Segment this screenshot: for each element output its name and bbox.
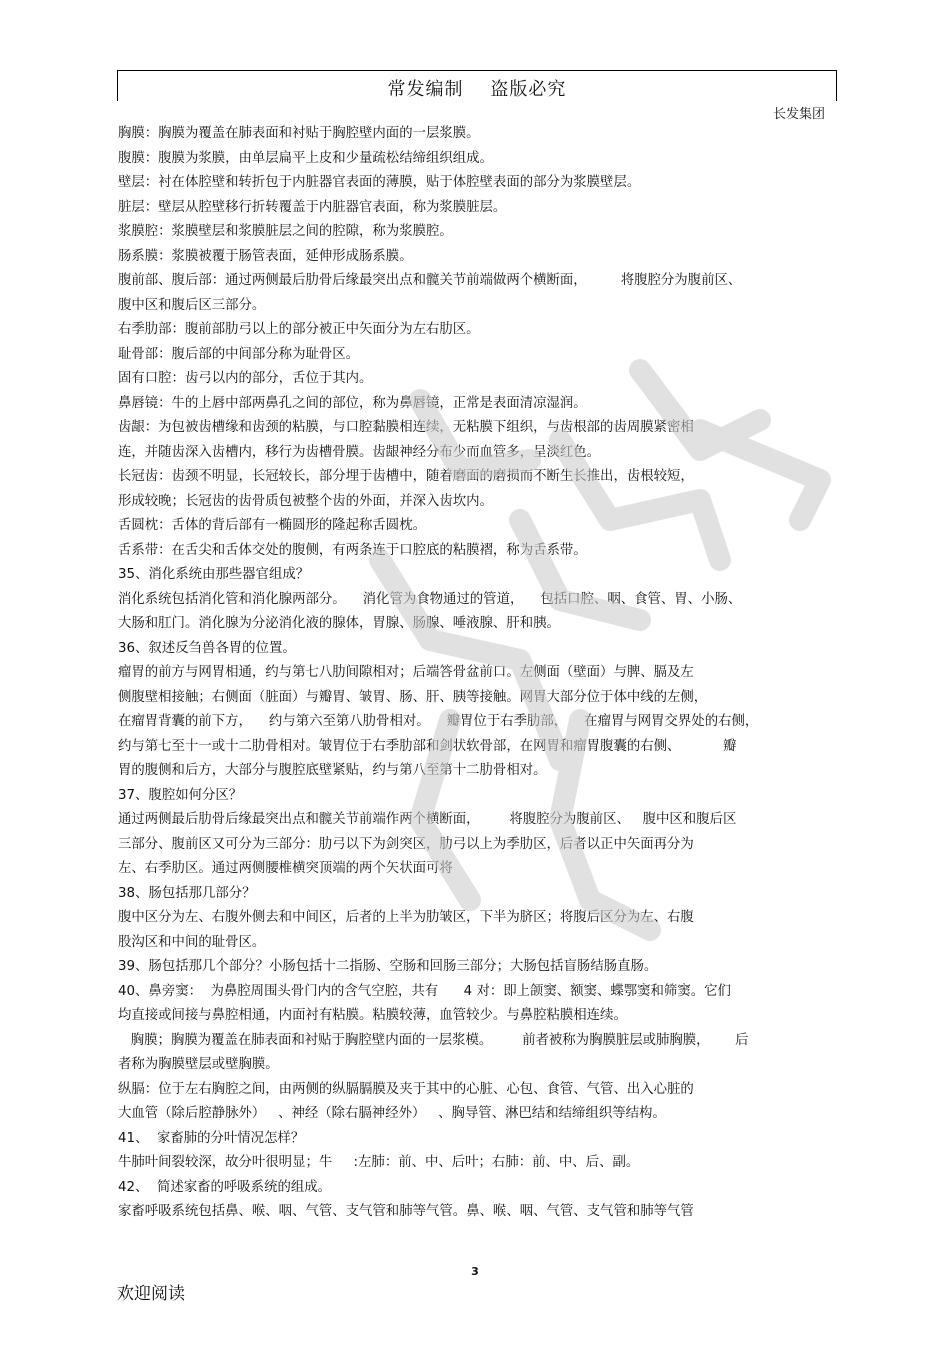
text-line: 侧腹壁相接触；右侧面（脏面）与瓣胃、皱胃、肠、肝、胰等接触。网胃大部分位于体中线的左侧， [118, 689, 708, 705]
text-line: 牛肺叶间裂较深，故分叶很明显；牛 :左肺：前、中、后叶；右肺：前、中、后、副。 [118, 1155, 640, 1170]
question-heading: 42、 简述家畜的呼吸系统的组成。 [118, 1179, 332, 1195]
text-line: 长冠齿：齿颈不明显，长冠较长，部分埋于齿槽中，随着磨面的磨损而不断生长推出，齿根较短， [118, 469, 694, 484]
text-line: 齿龈：为包被齿槽缘和齿颈的粘膜，与口腔黏膜相连续，无粘膜下组织，与齿根部的齿周膜紧密相 [118, 420, 694, 435]
document-body [118, 122, 840, 1225]
text-line: 腹膜：腹膜为浆膜，由单层扁平上皮和少量疏松结缔组织组成。 [118, 150, 493, 166]
question-heading: 39、肠包括那几个部分？小肠包括十二指肠、空肠和回肠三部分；大肠包括盲肠结肠直肠。 [118, 959, 658, 974]
text-line: 浆膜腔：浆膜壁层和浆膜脏层之间的腔隙，称为浆膜腔。 [118, 224, 453, 239]
page-header-frame [117, 70, 837, 101]
text-line: 鼻唇镜：牛的上唇中部两鼻孔之间的部位，称为鼻唇镜，正常是表面清凉湿润。 [118, 395, 587, 411]
text-line: 腹中区分为左、右腹外侧去和中间区，后者的上半为肋皱区，下半为脐区；将腹后区分为左、右腹 [118, 910, 694, 925]
text-line: 舌圆枕：舌体的背后部有一椭圆形的隆起称舌圆枕。 [118, 518, 426, 533]
question-heading: 37、腹腔如何分区？ [118, 787, 243, 803]
text-line: 连，并随齿深入齿槽内，移行为齿槽骨膜。齿龈神经分布少而血管多，呈淡红色。 [118, 444, 601, 460]
text-line: 左、右季肋区。通过两侧腰椎横突顶端的两个矢状面可将 [118, 861, 453, 876]
text-line: 腹中区和腹后区三部分。 [118, 297, 266, 313]
question-heading: 38、肠包括那几部分？ [118, 885, 256, 901]
text-line: 胸膜；胸膜为覆盖在肺表面和衬贴于胸腔壁内面的一层浆模。 前者被称为胸膜脏层或肺胸膜， 后 [118, 1032, 749, 1048]
text-line: 股沟区和中间的耻骨区。 [118, 934, 266, 950]
page-number: 3 [471, 1265, 479, 1278]
text-line: 通过两侧最后肋骨后缘最突出点和髋关节前端作两个横断面， 将腹腔分为腹前区、 腹中区和腹后区 [118, 812, 737, 827]
text-line: 者称为胸膜壁层或壁胸膜。 [118, 1057, 279, 1072]
text-line: 右季肋部：腹前部肋弓以上的部分被正中矢面分为左右肋区。 [118, 322, 480, 337]
text-line: 形成较晚；长冠齿的齿骨质包被整个齿的外面，并深入齿坎内。 [118, 493, 493, 509]
page-header-title: 常发编制 盗版必究 [387, 79, 567, 100]
text-line: 壁层：衬在体腔壁和转折包于内脏器官表面的薄膜，贴于体腔壁表面的部分为浆膜壁层。 [118, 175, 641, 190]
text-line: 消化系统包括消化管和消化腺两部分。 消化管为食物通过的管道， 包括口腔、咽、食管、胃、小肠、 [118, 591, 742, 607]
question-heading: 40、鼻旁窦： 为鼻腔周围头骨门内的含气空腔，共有 4 对：即上颌窦、额窦、蝶鄂窦和筛窦。它们 [118, 983, 731, 999]
text-line: 舌系带：在舌尖和舌体交处的腹侧，有两条连于口腔底的粘膜褶，称为舌系带。 [118, 542, 587, 558]
text-line: 约与第七至十一或十二肋骨相对。皱胃位于右季肋部和剑状软骨部，在网胃和瘤胃腹囊的右侧、 瓣 [118, 738, 737, 754]
text-line: 胸膜：胸膜为覆盖在肺表面和衬贴于胸腔壁内面的一层浆膜。 [118, 126, 480, 141]
footer-text: 欢迎阅读 [117, 1284, 185, 1304]
question-heading: 35、消化系统由那些器官组成？ [118, 567, 310, 582]
text-line: 腹前部、腹后部：通过两侧最后肋骨后缘最突出点和髋关节前端做两个横断面， 将腹腔分为腹前区、 [118, 273, 742, 288]
company-name: 长发集团 [772, 107, 825, 122]
question-heading: 36、叙述反刍兽各胃的位置。 [118, 640, 296, 656]
text-line: 大肠和肛门。消化腺为分泌消化液的腺体，胃腺、肠腺、唾液腺、肝和胰。 [118, 616, 560, 631]
text-line: 在瘤胃背囊的前下方， 约与第六至第八肋骨相对。 瓣胃位于右季肋部， 在瘤胃与网胃交界处的右侧， [118, 714, 759, 729]
text-line: 肠系膜：浆膜被覆于肠管表面，延伸形成肠系膜。 [118, 248, 413, 264]
text-line: 家畜呼吸系统包括鼻、喉、咽、气管、支气管和肺等气管。鼻、喉、咽、气管、支气管和肺等气管 [118, 1204, 694, 1219]
text-line: 脏层：壁层从腔壁移行折转覆盖于内脏器官表面，称为浆膜脏层。 [118, 199, 507, 215]
text-line: 均直接或间接与鼻腔相通，内面衬有粘膜。粘膜较薄，血管较少。与鼻腔粘膜相连续。 [118, 1008, 627, 1023]
text-line: 胃的腹侧和后方，大部分与腹腔底壁紧贴，约与第八至第十二肋骨相对。 [118, 763, 547, 778]
question-heading: 41、 家畜肺的分叶情况怎样？ [118, 1130, 305, 1146]
text-line: 固有口腔：齿弓以内的部分，舌位于其内。 [118, 371, 373, 386]
text-line: 纵膈：位于左右胸腔之间，由两侧的纵膈膈膜及夹于其中的心脏、心包、食管、气管、出入心脏的 [118, 1081, 694, 1097]
text-line: 耻骨部：腹后部的中间部分称为耻骨区。 [118, 346, 360, 362]
text-line: 瘤胃的前方与网胃相通，约与第七八肋间隙相对；后端答骨盆前口。左侧面（壁面）与脾、膈及左 [118, 665, 694, 680]
text-line: 大血管（除后腔静脉外） 、神经（除右膈神经外） 、胸导管、淋巴结和结缔组织等结构。 [118, 1106, 666, 1121]
text-line: 三部分、腹前区又可分为三部分：肋弓以下为剑突区，肋弓以上为季肋区，后者以正中矢面再分为 [118, 836, 694, 852]
